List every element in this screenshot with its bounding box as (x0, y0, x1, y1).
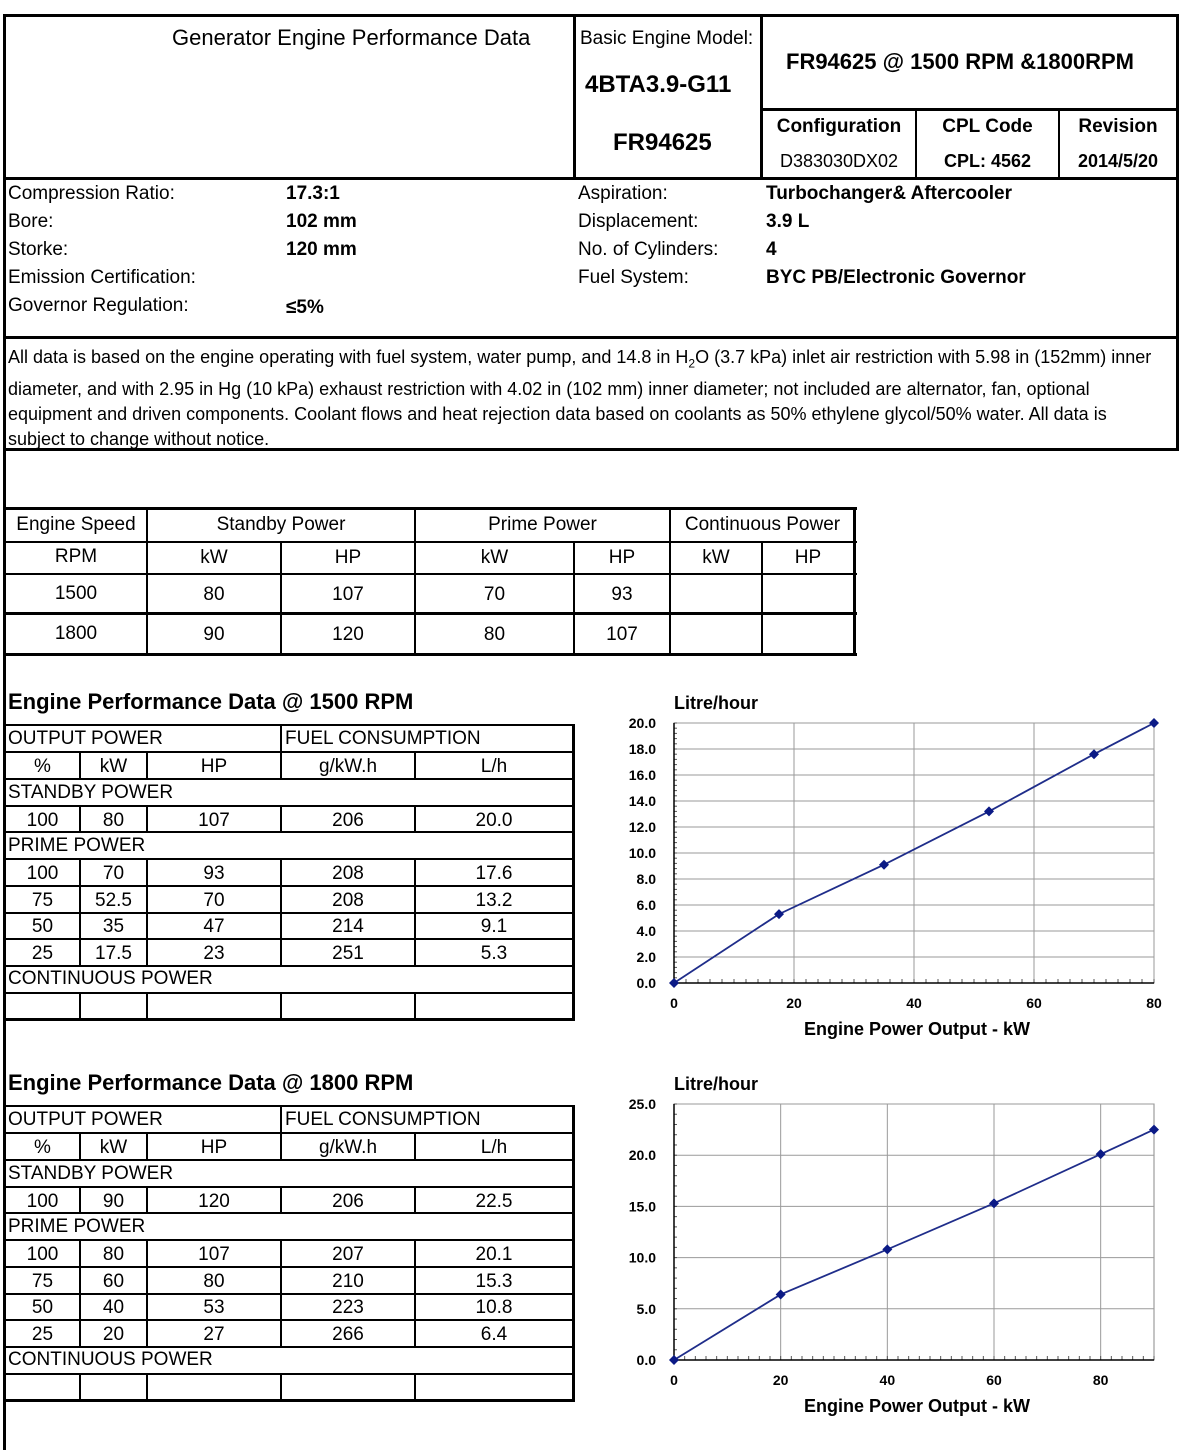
table-cell: 90 (203, 624, 225, 645)
table-cell: 100 (26, 1191, 59, 1212)
table-cell: 214 (332, 916, 364, 937)
basic-model-label: Basic Engine Model: (580, 28, 754, 49)
fr-speed: FR94625 @ 1500 RPM &1800RPM (786, 49, 1134, 74)
table-cell: 100 (26, 810, 59, 831)
spec-label: Storke: (8, 239, 69, 260)
x-tick-label: 60 (1026, 995, 1042, 1011)
spec-value: BYC PB/Electronic Governor (766, 267, 1026, 288)
y-tick-label: 16.0 (628, 767, 656, 783)
table-cell: 100 (26, 1244, 59, 1265)
spec-value: 3.9 L (766, 211, 810, 232)
table-cell: 75 (31, 1271, 54, 1292)
table-cell: 15.3 (475, 1271, 513, 1292)
x-tick-label: 60 (986, 1372, 1002, 1388)
table-cell: 47 (203, 916, 225, 937)
table-cell: 93 (203, 863, 225, 884)
x-axis-label: Engine Power Output - kW (804, 1396, 1030, 1416)
y-tick-label: 14.0 (628, 793, 656, 809)
table-cell: 208 (332, 863, 364, 884)
x-tick-label: 80 (1092, 1372, 1109, 1388)
continuous-power-label: CONTINUOUS POWER (8, 968, 213, 989)
col-header: g/kW.h (318, 1137, 378, 1158)
y-tick-label: 6.0 (636, 897, 656, 913)
x-tick-label: 0 (670, 1372, 678, 1388)
table-cell: 80 (203, 584, 225, 605)
table-cell: 23 (203, 943, 225, 964)
disclaimer-note: All data is based on the engine operating with fuel system, water pump, and 14.8 in $H_2O$ (3.7 kPa) inlet air restriction with 5.98 in (152mm) inner diameter, and with 2.95 in Hg (10 kPa) exhaust restriction with 4.02 in (102 mm) inner diameter; not included are alternator, fan, optional equipment and driven components. Coolant flows and heat rejection data based on coolants as 50% ethylene glycol/50% water. All data is subject to change without notice. (8, 347, 1152, 449)
table-cell: 20.1 (475, 1244, 513, 1265)
standby-power-label: STANDBY POWER (8, 1163, 174, 1184)
config-label: Configuration (776, 116, 902, 137)
y-tick-label: 10.0 (628, 1249, 656, 1266)
table-cell: 60 (102, 1271, 125, 1292)
table-cell: 9.1 (480, 916, 508, 937)
config-value: D383030DX02 (779, 151, 899, 171)
col-header: L/h (480, 756, 508, 777)
table-cell: 22.5 (475, 1191, 513, 1212)
table-cell: 80 (102, 1244, 125, 1265)
table-cell: 210 (332, 1271, 364, 1292)
sub-header: kW (702, 547, 730, 568)
table-cell: 207 (332, 1244, 364, 1265)
table-cell: 120 (198, 1191, 230, 1212)
table-cell: 206 (332, 1191, 364, 1212)
col-header: HP (200, 756, 228, 777)
x-tick-label: 40 (906, 995, 922, 1011)
section-title-1800: Engine Performance Data @ 1800 RPM (8, 1070, 414, 1095)
spec-label: Aspiration: (578, 183, 668, 204)
y-tick-label: 0.0 (636, 1352, 656, 1368)
table-cell: 251 (332, 943, 364, 964)
table-cell: 20.0 (475, 810, 513, 831)
table-cell: 25 (31, 943, 54, 964)
spec-label: Emission Certification: (8, 267, 196, 288)
table-cell: 70 (483, 584, 506, 605)
plot-area (674, 1104, 1154, 1360)
table-cell: 20 (102, 1324, 125, 1345)
output-power-label: OUTPUT POWER (8, 728, 163, 749)
col-header: kW (99, 1137, 128, 1158)
table-cell: 120 (332, 624, 364, 645)
fr-code: FR94625 (613, 129, 712, 156)
x-tick-label: 40 (879, 1372, 896, 1388)
table-cell: 17.5 (95, 943, 132, 964)
fuel-chart-1800 (600, 1062, 1175, 1432)
basic-model: 4BTA3.9-G11 (585, 71, 732, 98)
table-cell: 93 (611, 584, 633, 605)
prime-power-label: PRIME POWER (8, 1216, 146, 1237)
revision-label: Revision (1078, 116, 1158, 137)
col-header: g/kW.h (318, 756, 378, 777)
table-cell: 75 (31, 890, 54, 911)
sub-header: RPM (54, 546, 98, 567)
fuel-consumption-label: FUEL CONSUMPTION (285, 728, 481, 749)
col-header: L/h (480, 1137, 508, 1158)
y-tick-label: 25.0 (628, 1096, 656, 1112)
y-tick-label: 18.0 (628, 741, 656, 757)
fuel-chart-1500 (600, 680, 1175, 1050)
table-cell: 80 (102, 810, 125, 831)
sub-header: kW (480, 547, 509, 568)
col-header: kW (99, 756, 128, 777)
table-cell: 5.3 (480, 943, 508, 964)
spec-value: 102 mm (286, 211, 357, 232)
y-tick-label: 8.0 (636, 871, 656, 887)
table-cell: 52.5 (95, 890, 132, 911)
table-cell: 266 (332, 1324, 364, 1345)
chart-title: Litre/hour (674, 693, 758, 713)
continuous-power-label: CONTINUOUS POWER (8, 1349, 213, 1370)
prime-power-label: PRIME POWER (8, 835, 146, 856)
table-cell: 70 (203, 890, 225, 911)
y-tick-label: 20.0 (628, 715, 656, 731)
y-tick-label: 10.0 (628, 845, 656, 861)
spec-label: Bore: (8, 211, 54, 232)
table-cell: 1500 (54, 583, 98, 604)
spec-value: 4 (766, 239, 777, 260)
spec-value: ≤5% (286, 297, 324, 318)
spec-value: 120 mm (286, 239, 357, 260)
table-cell: 223 (332, 1297, 364, 1318)
table-cell: 107 (332, 584, 364, 605)
x-tick-label: 0 (670, 995, 678, 1011)
section-title-1500: Engine Performance Data @ 1500 RPM (8, 689, 414, 714)
y-tick-label: 2.0 (636, 949, 656, 965)
table-cell: 107 (606, 624, 638, 645)
y-tick-label: 15.0 (628, 1198, 656, 1215)
x-tick-label: 20 (786, 995, 802, 1011)
col-header: Standby Power (216, 514, 346, 535)
col-header: % (34, 1137, 51, 1158)
fuel-consumption-label: FUEL CONSUMPTION (285, 1109, 481, 1130)
table-cell: 70 (102, 863, 125, 884)
cpl-value: CPL: 4562 (943, 151, 1032, 171)
table-cell: 13.2 (475, 890, 513, 911)
x-tick-label: 80 (1146, 995, 1162, 1011)
col-header: Continuous Power (684, 514, 841, 535)
spec-label: Fuel System: (578, 267, 689, 288)
col-header: % (34, 756, 51, 777)
x-tick-label: 20 (772, 1372, 789, 1388)
sub-header: HP (608, 547, 636, 568)
chart-title: Litre/hour (674, 1074, 758, 1094)
table-cell: 107 (198, 810, 230, 831)
table-cell: 80 (483, 624, 506, 645)
y-tick-label: 20.0 (628, 1147, 656, 1164)
sub-header: HP (334, 547, 362, 568)
table-cell: 10.8 (475, 1297, 513, 1318)
table-cell: 100 (26, 863, 59, 884)
table-cell: 17.6 (475, 863, 513, 884)
col-header: Prime Power (488, 514, 597, 535)
table-cell: 50 (31, 1297, 54, 1318)
table-cell: 53 (203, 1297, 225, 1318)
revision-value: 2014/5/20 (1077, 151, 1159, 171)
table-cell: 50 (31, 916, 54, 937)
table-cell: 40 (102, 1297, 125, 1318)
table-cell: 107 (198, 1244, 230, 1265)
col-header: Engine Speed (16, 514, 136, 535)
table-cell: 90 (102, 1191, 125, 1212)
table-cell: 206 (332, 810, 364, 831)
output-power-label: OUTPUT POWER (8, 1109, 163, 1130)
cpl-label: CPL Code (942, 116, 1033, 137)
spec-value: Turbochanger& Aftercooler (766, 183, 1012, 204)
page-title: Generator Engine Performance Data (172, 25, 531, 50)
spec-label: No. of Cylinders: (578, 239, 719, 260)
standby-power-label: STANDBY POWER (8, 782, 174, 803)
x-axis-label: Engine Power Output - kW (804, 1019, 1030, 1039)
y-tick-label: 12.0 (628, 819, 656, 835)
spec-label: Governor Regulation: (8, 295, 189, 316)
table-cell: 6.4 (480, 1324, 508, 1345)
col-header: HP (200, 1137, 228, 1158)
spec-label: Displacement: (578, 211, 699, 232)
sub-header: HP (794, 547, 822, 568)
spec-label: Compression Ratio: (8, 183, 175, 204)
table-cell: 25 (31, 1324, 54, 1345)
y-tick-label: 0.0 (636, 975, 656, 991)
table-cell: 27 (203, 1324, 225, 1345)
spec-value: 17.3:1 (286, 183, 340, 204)
sub-header: kW (200, 547, 228, 568)
table-cell: 35 (102, 916, 125, 937)
table-cell: 1800 (54, 623, 98, 644)
y-tick-label: 4.0 (636, 923, 656, 939)
table-cell: 208 (332, 890, 364, 911)
y-tick-label: 5.0 (636, 1300, 656, 1317)
table-cell: 80 (203, 1271, 225, 1292)
